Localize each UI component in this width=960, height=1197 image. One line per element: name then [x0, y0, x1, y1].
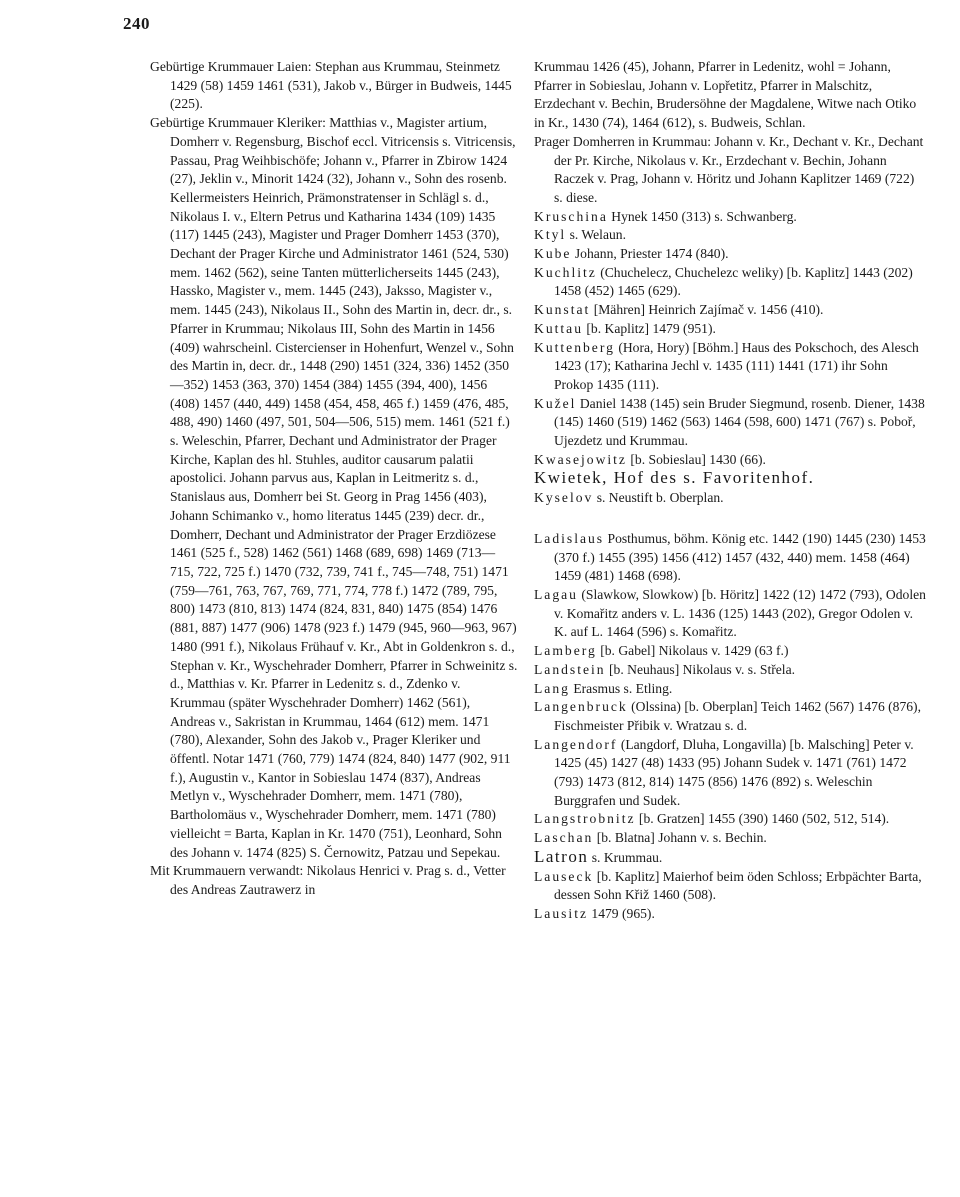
register-entry: [534, 208, 926, 227]
register-entry: [534, 469, 926, 489]
entry-text: (Langdorf, Dluha, Longavilla) [b. Malsching] Peter v. 1425 (45) 1427 (48) 1433 (95) Johann Sudek v. 1471 (761) 1472 (793) 1473 (812, 814) 1475 (856) 1476 (892) s. Weleschin Burggrafen und Sudek.: [554, 736, 914, 808]
entry-text: s. Krummau.: [588, 849, 663, 865]
left-paragraph: Gebürtige Krummauer Laien: Stephan aus Krummau, Steinmetz 1429 (58) 1459 1461 (531), Jakob v., Bürger in Budweis, 1445 (225).: [150, 59, 512, 112]
entry-text: [b. Gabel] Nikolaus v. 1429 (63 f.): [596, 643, 789, 659]
entry-headword: Landstein: [534, 661, 606, 677]
entry-headword: Ktyl: [534, 227, 567, 243]
entry-text: [b. Sobieslau] 1430 (66).: [626, 451, 766, 467]
entry-text: (Hora, Hory) [Böhm.] Haus des Pokschoch, des Alesch 1423 (17); Katharina Jechl v. 1435 (111) 1441 (171) ihr Sohn Prokop 1435 (111).: [554, 339, 919, 392]
entry-headword: Lang: [534, 680, 570, 696]
register-entry: [534, 868, 926, 905]
entry-headword: Langenbruck: [534, 699, 628, 715]
entry-text: (Slawkow, Slowkow) [b. Höritz] 1422 (12) 1472 (793), Odolen v. Komařitz anders v. L. 1436 (125) 1443 (202), Gregor Odolen v. K. auf L. 1464 (596) s. Komařitz.: [554, 586, 926, 640]
entry-headword: Kuttau: [534, 320, 583, 336]
entry-headword: Ladislaus: [534, 530, 605, 546]
left-paragraph: Mit Krummauern verwandt: Nikolaus Henrici v. Prag s. d., Vetter des Andreas Zautrawerz in: [150, 863, 506, 897]
entry-text: Posthumus, böhm. König etc. 1442 (190) 1445 (230) 1453 (370 f.) 1455 (395) 1456 (412) 1457 (432, 440) mem. 1458 (464) 1459 (481) 1468 (698).: [554, 530, 926, 584]
entry-text: (Chuchelecz, Chuchelezc weliky) [b. Kaplitz] 1443 (202) 1458 (452) 1465 (629).: [554, 264, 913, 299]
entry-text: (Olssina) [b. Oberplan] Teich 1462 (567) 1476 (876), Fischmeister Přibik v. Wratzau s. d.: [554, 699, 921, 733]
entry-headword: Kužel: [534, 395, 577, 411]
register-entry: [534, 489, 926, 508]
entry-text: Erasmus s. Etling.: [569, 680, 673, 696]
register-entry: [534, 905, 926, 924]
entry-headword: Lausitz: [534, 905, 589, 921]
register-entry: [534, 301, 926, 320]
entry-text: Daniel 1438 (145) sein Bruder Siegmund, rosenb. Diener, 1438 (145) 1460 (519) 1462 (563) 1464 (598, 600) 1471 (767) s. Poboř, Ujezdetz und Krummau.: [554, 395, 925, 449]
entry-headword: Kunstat: [534, 302, 591, 318]
entry-headword: Kuchlitz: [534, 264, 597, 280]
register-entry: [534, 264, 926, 301]
entry-headword: Kwietek, Hof des s. Favoritenhof.: [534, 468, 815, 488]
left-paragraph: Gebürtige Krummauer Kleriker: Matthias v., Magister artium, Domherr v. Regensburg, Bischof eccl. Vitricensis s. Vitricensis, Passau, Prag Weihbischöfe; Johann v., Pfarrer in Zbirow 1424 (27), Jeklin v., Minorit 1424 (32), Johann v., Sohn des rosenb. Kellermeisters Heinrich, Prämonstratenser in Schlägl s. d., Nikolaus I. v., Eltern Petrus und Katharina 1434 (109) 1435 (117) 1445 (243), Magister und Prager Domherr 1453 (370), Dechant der Prager Kirche und Administrator 1461 (524, 530) mem. 1462 (562), seine Tanten mütterlicherseits 1445 (243), Hassko, Magister v., mem. 1445 (243), Jaksso, Magister v., mem. 1445 (243), Nikolaus II., Sohn des Martin in, decr. dr., s. Pfarrer in Krummau; Nikolaus III, Sohn des Martin in 1456 (409) wahrscheinl. Cistercienser in Hohenfurt, Wenzel v., Sohn des Martin in, decr. dr., 1448 (290) 1451 (324, 336) 1452 (350—352) 1453 (363, 370) 1454 (384) 1455 (394, 400), 1456 (408) 1457 (440, 449) 1458 (454, 458, 465 f.) 1459 (476, 485, 488, 490) 1460 (497, 501, 504—506, 515) mem. 1461 (521 f.) s. Weleschin, Pfarrer, Dechant und Administrator der Prager Kirche, Kaplan des hl. Stuhles, auditor causarum palatii apostolici. Johann parvus aus, Kaplan in Leitmeritz s. d., Stanislaus aus, Domherr bei St. Georg in Prag 1456 (403), Johann Schimanko v., homo literatus 1445 (239) decr. dr., Domherr, Dechant und Administrator der Prager Erzdiözese 1461 (525 f., 528) 1462 (561) 1468 (689, 698) 1469 (713—715, 722, 725 f.) 1470 (732, 739, 741 f., 745—748, 751) 1471 (759—761, 763, 767, 769, 771, 774, 778 f.) 1472 (789, 795, 800) 1473 (810, 813) 1474 (824, 831, 840) 1475 (854) 1476 (881, 887) 1477 (906) 1478 (923 f.) 1479 (945, 960—963, 967) 1480 (991 f.), Nikolaus Frühauf v. Kr., Abt in Goldenkron s. d., Stephan v. Kr., Wyschehrader Domherr, Pfarrer in Schweinitz s. d., Matthias v. Kr. Pfarrer in Ledenitz s. d., Zdenko v. Krummau (später Wyschehrader Domherr) 1462 (561), Andreas v., Sakristan in Krummau, 1464 (612) mem. 1471 (780), Alexander, Sohn des Jakob v., Prager Kleriker und öffentl. Notar 1471 (760, 779) 1474 (824, 840) 1477 (902, 911 f.), Augustin v., Kantor in Sobieslau 1474 (837), Andreas Metlyn v., Wyschehrader Domherr, mem. 1471 (780), Bartholomäus v., Wyschehrader Domherr, mem. 1471 (780) vielleicht = Barta, Kaplan in Kr. 1470 (751), Leonhard, Sohn des Johann v. 1474 (825) S. Černowitz, Patzau und Sepekau.: [150, 115, 518, 860]
register-entry: [534, 530, 926, 586]
entry-headword: Kwasejowitz: [534, 451, 627, 467]
prager-domherren-paragraph: Prager Domherren in Krummau: Johann v. Kr., Dechant v. Kr., Dechant der Pr. Kirche, Nikolaus v. Kr., Erzdechant v. Bechin, Johann Raczek v. Prag, Johann v. Höritz und Johann Kaplitzer 1469 (722) s. diese.: [534, 133, 924, 205]
entry-headword: Latron: [534, 846, 589, 866]
register-entry: [534, 339, 926, 395]
entry-headword: Langstrobnitz: [534, 811, 636, 827]
entry-text: Johann, Priester 1474 (840).: [571, 246, 729, 262]
continuation-paragraph: Krummau 1426 (45), Johann, Pfarrer in Ledenitz, wohl = Johann, Pfarrer in Sobieslau, Johann v. Lopřetitz, Pfarrer in Malschitz, Erzdechant v. Bechin, Brudersöhne der Magdalene, Witwe nach Otiko in Kr., 1430 (74), 1464 (612), s. Budweis, Schlan.: [534, 59, 917, 131]
page-number: 240: [123, 14, 150, 33]
register-entry: [534, 829, 926, 848]
register-entry: [534, 586, 926, 642]
register-entry: [534, 451, 926, 470]
entry-headword: Lauseck: [534, 868, 594, 884]
right-column: [534, 58, 926, 924]
entry-headword: Kube: [534, 246, 572, 262]
entry-text: 1479 (965).: [588, 905, 655, 921]
entry-headword: Langendorf: [534, 736, 618, 752]
entry-text: [b. Kaplitz] 1479 (951).: [583, 320, 716, 336]
register-entry: [534, 848, 926, 868]
entry-text: [b. Neuhaus] Nikolaus v. s. Střela.: [605, 661, 796, 677]
entry-headword: Kyselov: [534, 490, 594, 506]
register-entry: [534, 245, 926, 264]
entry-text: [b. Gratzen] 1455 (390) 1460 (502, 512, 514).: [635, 811, 890, 827]
entry-headword: Lagau: [534, 586, 578, 602]
entry-text: s. Welaun.: [566, 227, 626, 243]
entry-headword: Kuttenberg: [534, 339, 615, 355]
entry-headword: Laschan: [534, 830, 594, 846]
register-entry: [534, 395, 926, 451]
entry-text: s. Neustift b. Oberplan.: [593, 490, 724, 506]
entry-text: Hynek 1450 (313) s. Schwanberg.: [607, 208, 797, 224]
entry-text: [b. Blatna] Johann v. s. Bechin.: [593, 830, 767, 846]
left-column: [150, 58, 518, 900]
register-entry: [534, 661, 926, 680]
entry-text: [b. Kaplitz] Maierhof beim öden Schloss; Erbpächter Barta, dessen Sohn Křiž 1460 (508).: [554, 868, 922, 903]
entry-text: [Mähren] Heinrich Zajímač v. 1456 (410).: [590, 302, 824, 318]
register-entry: [534, 226, 926, 245]
register-entry: [534, 736, 926, 811]
entry-headword: Kruschina: [534, 208, 608, 224]
register-entry: [534, 698, 926, 735]
register-entry: [534, 642, 926, 661]
section-gap: [534, 508, 926, 530]
entry-headword: Lamberg: [534, 643, 597, 659]
register-entry: [534, 810, 926, 829]
register-entry: [534, 680, 926, 699]
register-entry: [534, 320, 926, 339]
